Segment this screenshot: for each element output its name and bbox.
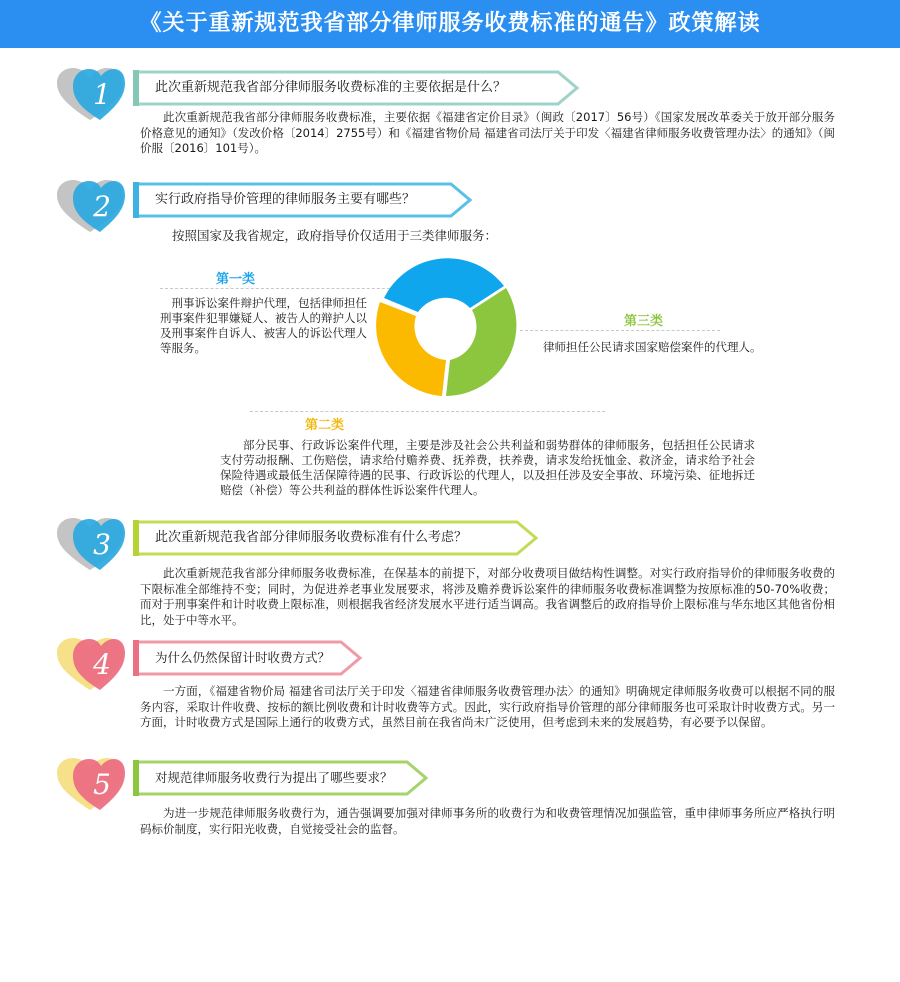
page-title: 《关于重新规范我省部分律师服务收费标准的通告》政策解读 [0,0,900,48]
donut-chart [372,250,532,400]
heart-number-icon [55,516,125,572]
category-3-title: 第三类 [624,314,664,329]
question-text: 为什么仍然保留计时收费方式？ [155,650,331,665]
divider [160,288,400,289]
category-2-title: 第二类 [305,418,345,433]
question-bar [133,640,365,676]
category-3-text: 律师担任公民请求国家赔偿案件的代理人。 [543,340,762,354]
section-number: 1 [93,78,111,111]
divider [250,411,605,412]
heart-number-icon [55,756,125,812]
heart-number-icon [55,636,125,692]
category-2-text: 部分民事、行政诉讼案件代理，主要是涉及社会公共利益和弱势群体的律师服务，包括担任公民请求支付劳动报酬、工伤赔偿，请求给付赡养费、抚养费，扶养费，请求发给抚恤金、救济金，请求给予社会保险待遇或最低生活保障待遇的民事、行政诉讼的代理人，以及担任涉及安全事故、环境污染、征地拆迁赔偿（补偿）等公共利益的群体性诉讼案件代理人。 [220,438,755,497]
question-text: 对规范律师服务收费行为提出了哪些要求？ [155,770,393,785]
question-bar [133,520,541,556]
answer-text: 为进一步规范律师服务收费行为，通告强调要加强对律师事务所的收费行为和收费管理情况加强监管，重申律师事务所应严格执行明码标价制度，实行阳光收费，自觉接受社会的监督。 [140,806,835,836]
answer-text: 此次重新规范我省部分律师服务收费标准，主要依据《福建省定价目录》（闽政〔2017〕56号）《国家发展改革委关于放开部分服务价格意见的通知》（发改价格〔2014〕2755号）和《福建省物价局 福建省司法厅关于印发〈福建省律师服务收费管理办法〉的通知》（闽价服〔2016〕101号）。 [140,110,835,155]
answer-text: 一方面，《福建省物价局 福建省司法厅关于印发〈福建省律师服务收费管理办法〉的通知》明确规定律师服务收费可以根据不同的服务内容，采取计件收费、按标的额比例收费和计时收费等方式。因此，实行政府指导价管理的部分律师服务也可采取计时收费方式。另一方面，计时收费方式是国际上通行的收费方式，虽然目前在我省尚未广泛使用，但考虑到未来的发展趋势，有必要予以保留。 [140,684,835,729]
question-text: 此次重新规范我省部分律师服务收费标准有什么考虑？ [155,530,468,545]
category-1-text: 刑事诉讼案件辩护代理，包括律师担任刑事案件犯罪嫌疑人、被告人的辩护人以及刑事案件自诉人、被害人的诉讼代理人等服务。 [160,296,367,355]
divider [520,330,720,331]
section-number: 3 [93,528,111,561]
section-number: 2 [93,190,111,223]
answer-text: 此次重新规范我省部分律师服务收费标准，在保基本的前提下，对部分收费项目做结构性调整。对实行政府指导价的律师服务收费的下限标准全部维持不变；同时，为促进养老事业发展要求，将涉及赡养费诉讼案件的律师服务收费标准调整为按原标准的50-70%收费；而对于刑事案件和计时收费上限标准，则根据我省经济发展水平进行适当调高。我省调整后的政府指导价上限标准与华东地区其他省份相比，处于中等水平。 [140,566,835,627]
intro-text: 按照国家及我省规定，政府指导价仅适用于三类律师服务： [172,228,498,243]
question-bar [133,70,583,106]
question-text: 实行政府指导价管理的律师服务主要有哪些？ [155,192,416,207]
section-number: 4 [93,648,111,681]
question-text: 此次重新规范我省部分律师服务收费标准的主要依据是什么？ [155,80,507,95]
question-bar [133,760,431,796]
question-bar [133,182,475,218]
heart-number-icon [55,66,125,122]
section-number: 5 [93,768,111,801]
category-1-title: 第一类 [216,272,256,287]
heart-number-icon [55,178,125,234]
